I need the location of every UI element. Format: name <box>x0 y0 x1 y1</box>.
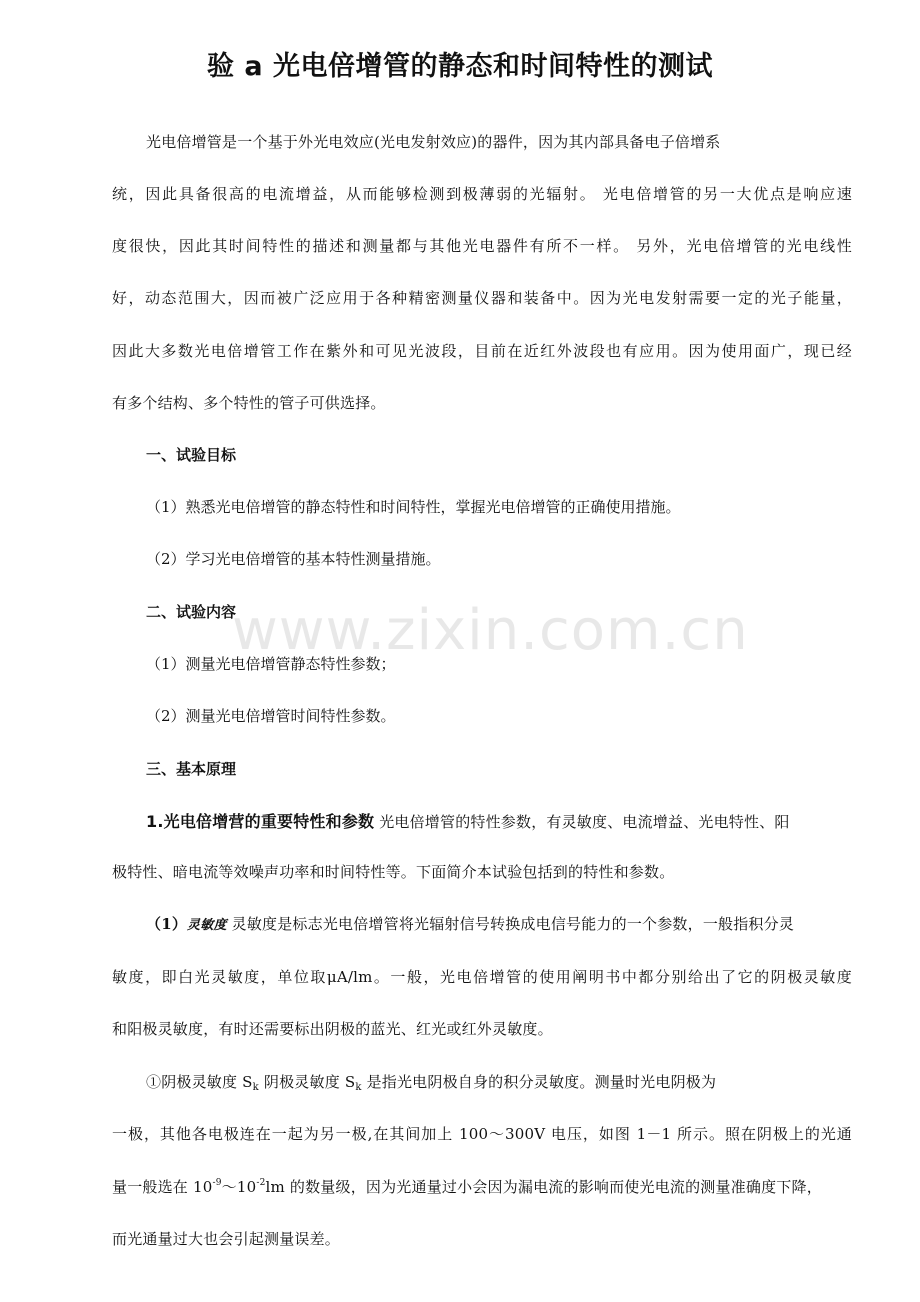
principle-text: 光电倍增管的特性参数，有灵敏度、电流增益、光电特性、阳 <box>374 813 790 831</box>
section-heading-content: 二、试验内容 <box>146 603 237 621</box>
content-item-1: （1）测量光电倍增管静态特性参数； <box>146 655 396 673</box>
principle-subheading: .光电倍增营的重要特性和参数 <box>157 812 375 831</box>
principle-paragraph-1-line-2: 极特性、暗电流等效噪声功率和时间特性等。下面简介本试验包括到的特性和参数。 <box>112 863 675 881</box>
objective-item-1: （1）熟悉光电倍增管的静态特性和时间特性，掌握光电倍增管的正确使用措施。 <box>146 498 681 516</box>
intro-line-6: 有多个结构、多个特性的管子可供选择。 <box>112 394 386 412</box>
principle-paragraph-1 <box>146 809 852 832</box>
sensitivity-line-3: 和阳极灵敏度，有时还需要标出阴极的蓝光、红光或红外灵敏度。 <box>112 1020 553 1038</box>
intro-line-1: 光电倍增管是一个基于外光电效应(光电发射效应)的器件，因为其内部具备电子倍增系 <box>146 133 721 151</box>
section-heading-principle: 三、基本原理 <box>146 760 237 778</box>
sensitivity-paragraph <box>146 913 852 934</box>
superscript-exponent-2: -2 <box>256 1178 266 1188</box>
section-heading-objectives: 一、试验目标 <box>146 446 237 464</box>
intro-line-4: 好，动态范围大，因而被广泛应用于各种精密测量仪器和装备中。因为光电发射需要一定的光子能量， <box>112 289 852 307</box>
superscript-exponent-1: -9 <box>212 1178 222 1188</box>
page-title: 验 a 光电倍增管的静态和时间特性的测试 <box>206 51 714 82</box>
cathode-sensitivity-term: 阴极灵敏度 S <box>258 1073 356 1091</box>
subscript-k: k <box>355 1082 362 1093</box>
subscript-k: k <box>252 1082 259 1093</box>
sensitivity-term: 灵敏度 <box>187 918 227 933</box>
cathode-sensitivity-label: ①阴极灵敏度 S <box>146 1073 253 1091</box>
objective-item-2: （2）学习光电倍增管的基本特性测量措施。 <box>146 550 441 568</box>
flux-text-a: 量一般选在 10 <box>112 1178 213 1196</box>
flux-text-b: ～10 <box>221 1178 257 1196</box>
cathode-sensitivity-paragraph <box>146 1071 852 1093</box>
cathode-line-3 <box>112 1176 852 1197</box>
intro-line-3: 度很快，因此其时间特性的描述和测量都与其他光电器件有所不一样。 另外，光电倍增管的光电线性 <box>112 237 852 255</box>
principle-number: 1 <box>146 812 158 831</box>
sensitivity-number: （1） <box>146 915 188 933</box>
intro-line-5: 因此大多数光电倍增管工作在紫外和可见光波段，目前在近红外波段也有应用。因为使用面广，现已经 <box>112 342 852 360</box>
cathode-line-2: 一极，其他各电极连在一起为另一极,在其间加上 100～300V 电压，如图 1－1 所示。照在阴极上的光通 <box>112 1125 852 1143</box>
cathode-sensitivity-text: 是指光电阴极自身的积分灵敏度。测量时光电阴极为 <box>361 1073 717 1091</box>
cathode-line-4: 而光通量过大也会引起测量误差。 <box>112 1230 341 1248</box>
content-item-2: （2）测量光电倍增管时间特性参数。 <box>146 707 396 725</box>
sensitivity-line-2: 敏度，即白光灵敏度，单位取μA/lm。一般，光电倍增管的使用阐明书中都分别给出了它的阴极灵敏度 <box>112 968 852 986</box>
watermark: www.zixin.com.cn <box>232 598 749 663</box>
intro-line-2: 统，因此具备很高的电流增益，从而能够检测到极薄弱的光辐射。 光电倍增管的另一大优点是响应速 <box>112 185 852 203</box>
flux-text-c: lm 的数量级，因为光通量过小会因为漏电流的影响而使光电流的测量准确度下降， <box>265 1178 822 1196</box>
sensitivity-text: 灵敏度是标志光电倍增管将光辐射信号转换成电信号能力的一个参数，一般指积分灵 <box>226 915 795 933</box>
